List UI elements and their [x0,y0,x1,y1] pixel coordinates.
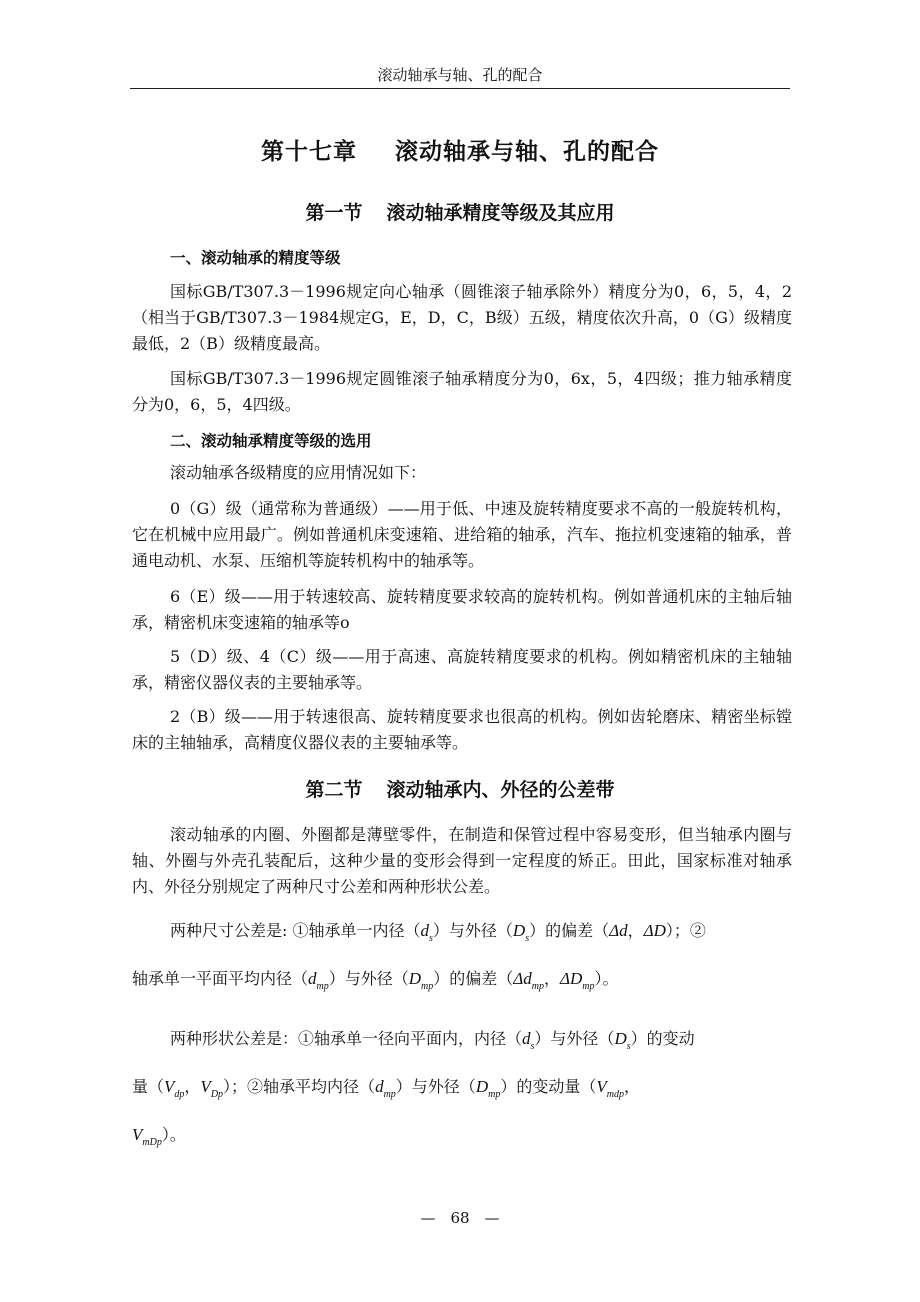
paragraph-grade-2: 2（B）级——用于转速很高、旋转精度要求也很高的机构。例如齿轮磨床、精密坐标镗床的主轴轴承，高精度仪器仪表的主要轴承等。 [132,707,792,752]
chapter-name: 滚动轴承与轴、孔的配合 [395,139,659,165]
section-2-name: 滚动轴承内、外径的公差带 [386,779,615,801]
paragraph-tapered-bearing-grades: 国标GB/T307.3－1996规定圆锥滚子轴承精度分为0，6x，5，4四级；推力轴承精度分为0，6，5，4四级。 [132,369,792,414]
paragraph-grade-5-4: 5（D）级、4（C）级——用于高速、高旋转精度要求的机构。例如精密机床的主轴轴承，精密仪器仪表的主要轴承等。 [132,647,792,692]
formula-line-form-tolerance-2: 量（$V_{dp}$，$V_{Dp}$）；②轴承平均内径$(d_{mp})$与外径$(D_{mp})$的变动量（$V_{mdp}$， [132,1077,640,1100]
page-number: — 68 — [420,1209,500,1227]
section-1-title [0,198,920,225]
formula-line-form-tolerance-1: 两种形状公差是：①轴承单一径向平面内，内径$(d_s)$与外径$(D_s)$的变动 [170,1029,695,1052]
section-2-number: 第二节 [305,779,363,801]
running-header: 滚动轴承与轴、孔的配合 [377,66,543,84]
section-1-name: 滚动轴承精度等级及其应用 [386,202,615,224]
section-1-number: 第一节 [305,202,363,224]
paragraph-radial-bearing-grades: 国标GB/T307.3－1996规定向心轴承（圆锥滚子轴承除外）精度分为0，6，5，4，2（相当于GB/T307.3－1984规定G，E，D，C，B级）五级，精度依次升高，0（G）级精度最低，2（B）级精度最高。 [132,282,792,353]
paragraph-grade-6: 6（E）级——用于转速较高、旋转精度要求较高的旋转机构。例如普通机床的主轴后轴承，精密机床变速箱的轴承等o [132,587,792,632]
subheading-grade-selection: 二、滚动轴承精度等级的选用 [170,432,372,450]
paragraph-grade-0: 0（G）级（通常称为普通级）——用于低、中速及旋转精度要求不高的一般旋转机构，它在机械中应用最广。例如普通机床变速箱、进给箱的轴承，汽车、拖拉机变速箱的轴承，普通电动机、水泵、压缩机等旋转机构中的轴承等。 [132,499,792,570]
header-rule [130,88,790,89]
chapter-title [0,133,920,166]
section-2-title [0,775,920,802]
paragraph-thin-wall-rings: 滚动轴承的内圈、外圈都是薄壁零件，在制造和保管过程中容易变形，但当轴承内圈与轴、外圈与外壳孔装配后，这种少量的变形会得到一定程度的矫正。田此，国家标准对轴承内、外径分别规定了两种尺寸公差和两种形状公差。 [132,825,792,896]
formula-line-form-tolerance-3: $V_{mDp}$）。 [132,1125,186,1148]
subheading-precision-grades: 一、滚动轴承的精度等级 [170,249,341,267]
paragraph-application-intro: 滚动轴承各级精度的应用情况如下： [170,463,427,482]
chapter-number: 第十七章 [261,139,357,165]
formula-line-size-tolerance-1: 两种尺寸公差是: ①轴承单一内径$(d_s)$与外径$(D_s)$的偏差（Δd，ΔD）；② [170,921,706,944]
formula-line-size-tolerance-2: 轴承单一平面平均内径$(d_{mp})$与外径$(D_{mp})$的偏差（$\Delta d_{mp}$，$\Delta D_{mp}$）。 [132,969,619,992]
